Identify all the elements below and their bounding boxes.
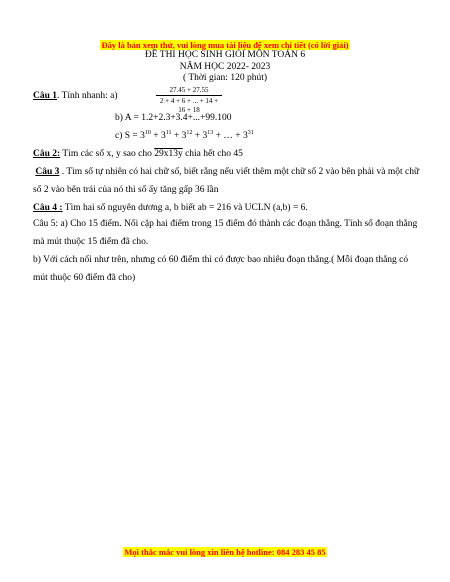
question-2-label: Câu 2:	[33, 149, 61, 159]
hotline-notice: Mọi thắc mắc vui lòng xin liên hệ hotline: 084 283 45 85	[124, 547, 326, 557]
fraction-numerator: 27.45 + 27.55	[156, 86, 222, 96]
exam-year: NĂM HỌC 2022- 2023	[179, 61, 271, 72]
exam-time: ( Thời gian: 120 phút)	[182, 73, 267, 83]
question-1-b: b) A = 1.2+2.3+3.4+...+99.100	[115, 113, 232, 123]
question-5-b: b) Với cách nối như trên, nhưng có 60 điểm thì có được bao nhiêu đoạn thẳng.( Mỗi đoạn thẳng có mút thuộc 60 điểm đã cho)	[33, 255, 409, 283]
question-4-label: Câu 4 :	[33, 203, 63, 213]
question-1-a: Câu 1. Tính nhanh: a)	[33, 91, 118, 101]
overlined-number: 29x13y	[154, 149, 183, 159]
preview-notice: Đây là bản xem thử, vui lòng mua tài liệu để xem chi tiết (có lời giải)	[101, 40, 349, 50]
question-1-c: c) $S = 3^{10} + 3^{11} + 3^{12} + 3^{13}$ + … + $3^{31}$	[115, 129, 254, 141]
exam-header	[0, 50, 450, 85]
question-3: Câu 3 . Tìm số tự nhiên có hai chữ số, biết rằng nếu viết thêm một chữ số 2 vào bên phải và một chữ số 2 vào bên trái của nó thì số ấy tăng gấp 36 lần	[33, 167, 420, 195]
question-1-fraction	[156, 86, 222, 115]
question-2: Câu 2: Tìm các số x, y sao cho 29x13y chia hết cho 45	[33, 149, 243, 159]
question-3-label: Câu 3	[35, 167, 60, 177]
question-1-label: Câu 1	[33, 91, 58, 101]
question-4: Câu 4 : Tìm hai số nguyên dương a, b biết ab = 216 và UCLN (a,b) = 6.	[33, 203, 308, 213]
question-5-a: Câu 5: a) Cho 15 điểm. Nối cặp hai điểm trong 15 điểm đó thành các đoạn thẳng. Tính số đoạn thẳng mà mút thuộc 15 điểm đã cho.	[33, 219, 418, 247]
exam-title: ĐỀ THI HỌC SINH GIỎI MÔN TOÁN 6	[144, 50, 306, 60]
fraction-denominator: 2 + 4 + 6 + ... + 14 + 16 + 18	[159, 97, 219, 114]
